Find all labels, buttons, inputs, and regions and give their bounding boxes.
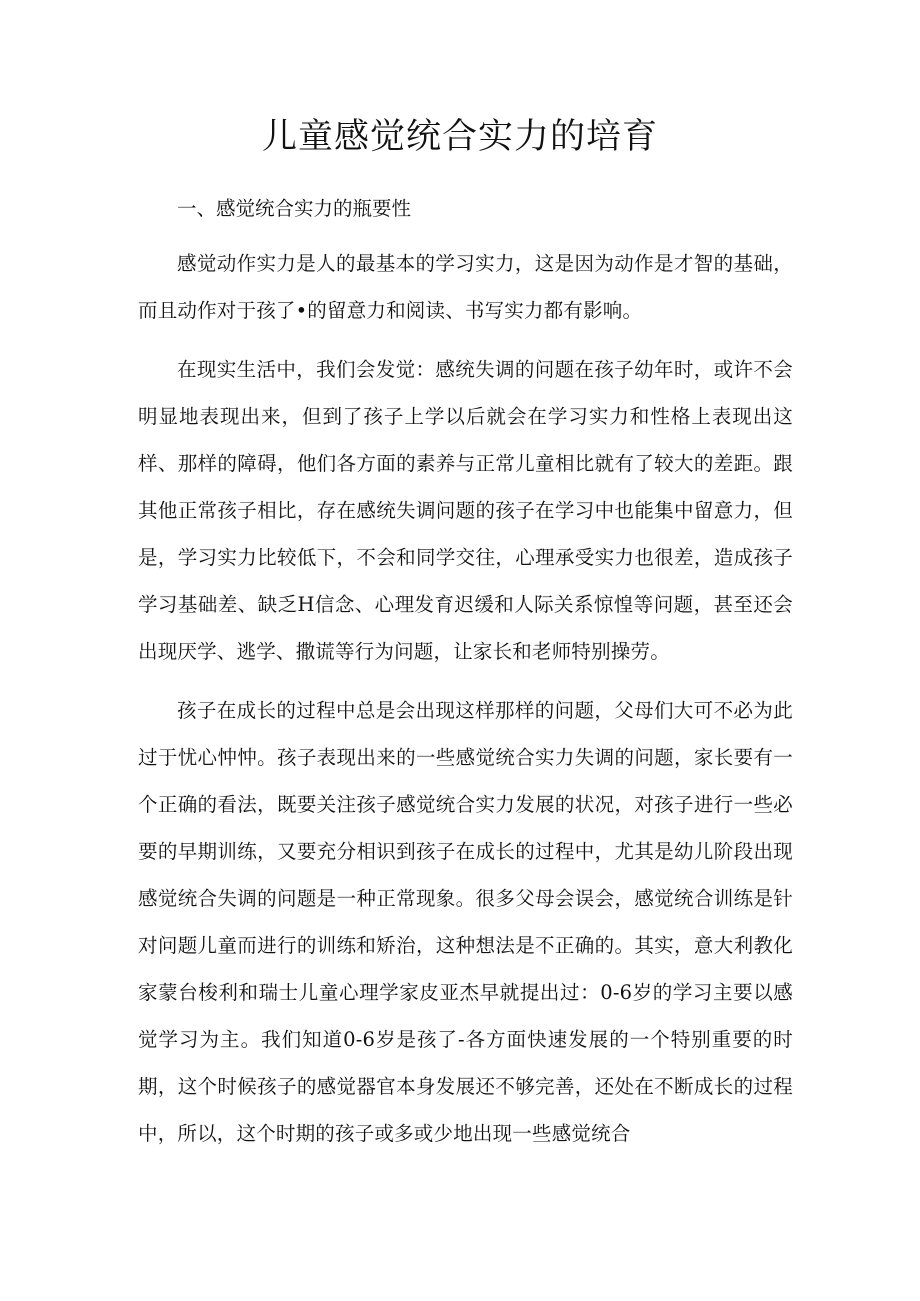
document-title: 儿童感觉统合实力的培育 xyxy=(261,117,658,157)
section-heading: 一、感觉统合实力的瓶要性 xyxy=(177,197,412,220)
document-body xyxy=(138,190,793,1169)
paragraph-2: 在现实生活中，我们会发觉：感统失调的问题在孩子幼年时，或许不会明显地表现出来，但到了孩子上学以后就会在学习实力和性格上表现出这样、那样的障碍，他们各方面的素养与正常儿童相比就有了较大的差距。跟其他正常孩子相比，存在感统失调问题的孩子在学习中也能集中留意力，但是，学习实力比较低下，不会和同学交往，心理承受实力也很差，造成孩子学习基础差、缺乏H信念、心理发育迟缓和人际关系惊惶等问题，甚至还会出现厌学、逃学、撒谎等行为问题，让家长和老师特别操劳。 xyxy=(138,358,793,663)
paragraph-3: 孩子在成长的过程中总是会出现这样那样的问题，父母们大可不必为此过于忧心忡忡。孩子表现出来的一些感觉统合实力失调的问题，家长要有一个正确的看法，既要关注孩子感觉统合实力发展的状况，对孩子进行一些必要的早期训练，又要充分相识到孩子在成长的过程中，尤其是幼儿阶段出现感觉统合失调的问题是一种正常现象。很多父母会误会，感觉统合训练是针对问题儿童而进行的训练和矫治，这种想法是不正确的。其实，意大利教化家蒙台梭利和瑞士儿童心理学家皮亚杰早就提出过：0-6岁的学习主要以感觉学习为主。我们知道0-6岁是孩了-各方面快速发展的一个特别重要的时期，这个时候孩子的感觉器官本身发展还不够完善，还处在不断成长的过程中，所以，这个时期的孩子或多或少地出现一些感觉统合 xyxy=(138,699,793,1145)
paragraph-1: 感觉动作实力是人的最基本的学习实力，这是因为动作是才智的基础，而且动作对于孩了•的留意力和阅读、书写实力都有影响。 xyxy=(138,252,793,322)
